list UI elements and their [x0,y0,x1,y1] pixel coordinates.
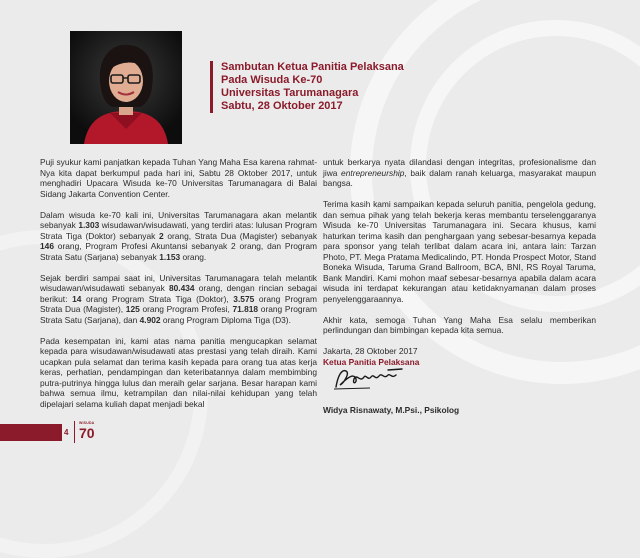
footer-accent-bar [0,424,62,441]
master-count: 146 [40,241,54,251]
text: untuk berkarya nyata dilandasi dengan integritas, profesionalisme dan jiwa [323,157,596,178]
heading-date: Sabtu, 28 Oktober 2017 [221,100,343,112]
alumni-total: 80.434 [168,283,195,293]
alumni-bachelor: 71.818 [232,304,259,314]
left-column [40,157,317,409]
alumni-profession: 125 [125,304,140,314]
doctor-count: 2 [158,230,164,241]
alumni-diploma: 4.902 [139,314,161,325]
speech-heading [210,61,404,113]
paragraph-congratulations: Pada kesempatan ini, kami atas nama panitia mengucapkan selamat kepada para wisudawan/wisudawati atas prestasi yang telah diraih. Kami ucapkan pula selamat dan terima kasih kepada para orang tua atas kerja keras, perhatian, pendampingan dan keteribatannya dalam membimbing putra-putrinya hingga lulus dan meraih gelar sarjana. Besar harapan kami bahwa semua ilmu, ketrampilan dan nilai-nilai kehidupan yang telah dipelajari selama kuliah dapat menjadi bekal [40,335,317,409]
text: orang, dengan rincian sebagai berikut: [40,283,317,304]
alumni-master: 3.575 [233,293,255,304]
italic-term: entrepreneurship [341,167,405,178]
paragraph-closing: Akhir kata, semoga Tuhan Yang Maha Esa selalu memberikan perlindungan dan bimbingan kepada kita semua. [323,314,596,335]
text: wisudawan/wisudawati, yang terdiri atas: lulusan Program Strata Tiga (Doktor) sebanyak [40,220,317,241]
text: orang Program Diploma Tiga (D3). [160,314,291,325]
heading-event: Pada Wisuda Ke-70 [221,74,323,86]
paragraph-opening: Puji syukur kami panjatkan kepada Tuhan Yang Maha Esa karena rahmat-Nya kita dapat berkumpul pada hari ini, Sabtu 28 Oktober 2017, untuk menghadiri Upacara Wisuda ke-70 Universitas Tarumanagara di Balai Sidang Jakarta Convention Center. [40,157,317,199]
logo-caption: WISUDA [79,421,95,425]
total-graduates: 1.303 [78,220,100,230]
right-column [323,157,596,367]
text: Sejak berdiri sampai saat ini, Universitas Tarumanagara telah melantik wisudawan/wisudawati sebanyak [40,272,317,293]
handwritten-signature [330,365,410,393]
text: , baik dalam ranah keluarga, masyarakat maupun bangsa. [323,167,596,188]
paragraph-thanks: Terima kasih kami sampaikan kepada seluruh panitia, pengelola gedung, dan semua pihak yang telah bekerja keras membantu terselenggaranya Wisuda ke-70 Universitas Tarumanagara ini. Secara khusus, kami haturkan terima kasih dan penghargaan yang sebesar-besarnya kepada para sponsor yang telah terlibat dalam acara ini, antara lain: Tarzan Photo, PT. Mega Pratama Medicalindo, PT. Honda Prospect Motor, Stand Boneka Wisuda, Taruma Grand Ballroom, BCA, BNI, RS Royal Taruma, Bank Mandiri. Kami mohon maaf sebesar-besarnya apabila dalam acara wisuda ini terdapat kekurangan atau ketidaknyamanan dalam proses penyelenggaraannya. [323,199,596,304]
heading-university: Universitas Tarumanagara [221,87,359,99]
place-date: Jakarta, 28 Oktober 2017 [323,346,418,356]
page-number: 4 [64,428,69,437]
portrait-photo [70,31,182,144]
paragraph-continuation [323,157,596,189]
text: orang. [180,251,207,262]
text: orang Program Profesi, [139,304,233,314]
paragraph-history [40,273,317,326]
logo-number: 70 [79,425,95,441]
paragraph-graduate-count [40,210,317,263]
portrait-illustration [70,31,182,144]
text: orang Program Strata Tiga (Doktor), [81,293,234,304]
text: orang, Strata Dua (Magister) sebanyak [163,230,318,241]
wisuda-70-logo [74,421,105,443]
heading-title: Sambutan Ketua Panitia Pelaksana [221,61,404,73]
bachelor-count: 1.153 [159,251,181,262]
text: orang, Program Profesi Akuntansi sebanyak 2 orang, dan Program Strata Satu (Sarjana) sebanyak [40,241,317,262]
signer-role: Ketua Panitia Pelaksana [323,356,420,367]
alumni-doctor: 14 [72,293,82,304]
text: Dalam wisuda ke-70 kali ini, Universitas Tarumanagara akan melantik sebanyak [40,209,317,230]
signer-name: Widya Risnawaty, M.Psi., Psikolog [323,405,460,415]
text: orang Program Strata Satu (Sarjana), dan [40,304,318,325]
text: orang Program Strata Dua (Magister), [40,293,318,314]
